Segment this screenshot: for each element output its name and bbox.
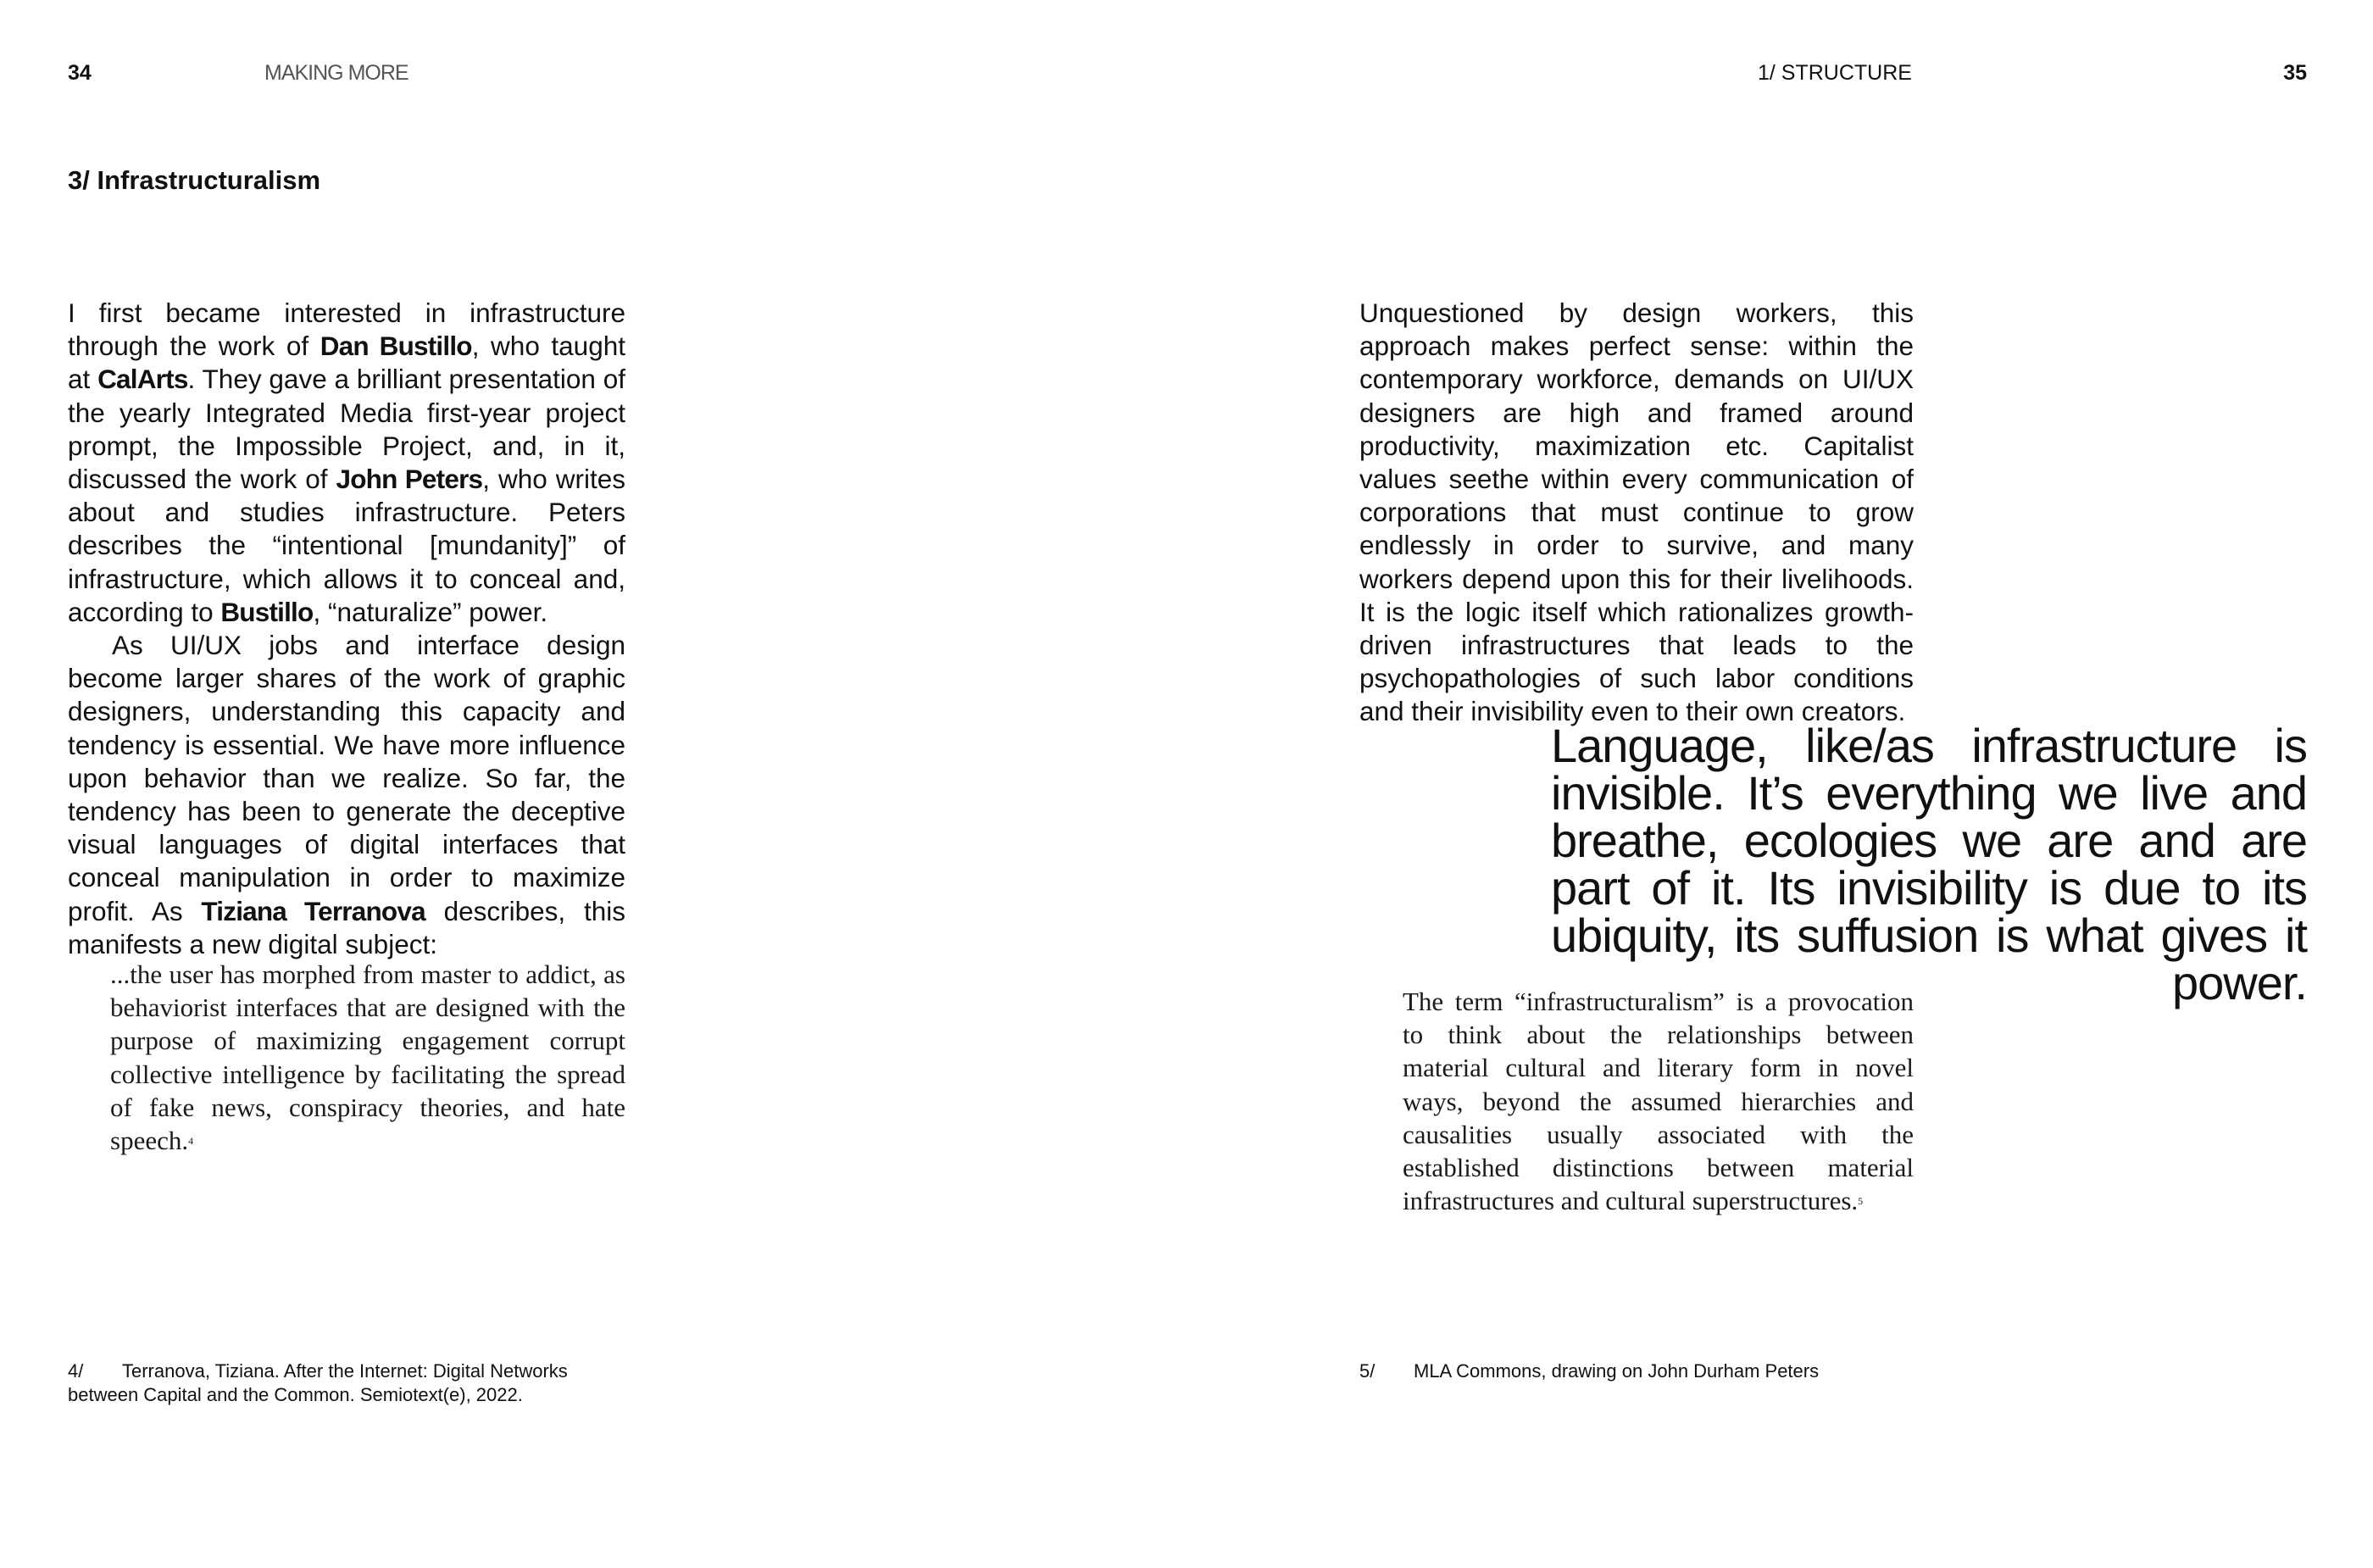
text-run: . They gave a brilliant presentation of the yearly Integrated Media first-year project prompt, the Impossible Project, and, in it, discussed the work of (68, 364, 625, 495)
person-name: Tiziana Terranova (201, 895, 425, 926)
text-run: , who writes about and studies infrastructure. Peters describes the “intentional [mundanity]” of infrastructure, which allows it to conceal and, according to (68, 464, 625, 627)
footnote-text: MLA Commons, drawing on John Durham Peters (1414, 1360, 1820, 1382)
footnote-ref: 4 (188, 1135, 194, 1148)
running-head-right: 1/ STRUCTURE (1758, 61, 1912, 85)
paragraph-1 (68, 297, 625, 629)
page-number-left: 34 (68, 61, 92, 85)
right-body-text (1359, 297, 1914, 729)
institution-name: CalArts (97, 364, 188, 395)
paragraph-3: Unquestioned by design workers, this approach makes perfect sense: within the contemporary workforce, demands on UI/UX designers are high and framed around productivity, maximization etc. Capitalist values seethe within every communication of corporations that must continue to grow endlessly in order to survive, and many workers depend upon this for their livelihoods. It is the logic itself which rationalizes growth-driven infrastructures that leads to the psychopathologies of such labor conditions and their invisibility even to their own creators. (1359, 297, 1914, 727)
paragraph-2 (68, 629, 625, 961)
footnote-text-continued: between Capital and the Common. Semiotext(e), 2022. (68, 1384, 523, 1405)
text-run: I first became interested in infrastructure through the work of (68, 297, 625, 362)
pull-quote: Language, like/as infrastructure is invisible. It’s everything we live and breathe, ecologies we are and are part of it. Its invisibility is due to its ubiquity, its suffusion is what gives it power. (1551, 719, 2307, 1009)
footnote-text: Terranova, Tiziana. After the Internet: Digital Networks (122, 1360, 568, 1382)
footnote-4 (68, 1359, 661, 1407)
person-name: Dan Bustillo (320, 331, 472, 362)
person-name: Bustillo (220, 596, 314, 627)
footnote-5 (1359, 1359, 1953, 1383)
right-block-quote (1403, 985, 1914, 1218)
footnote-number: 5/ (1359, 1360, 1375, 1382)
left-body-text (68, 297, 625, 961)
text-run: As UI/UX jobs and interface design become larger shares of the work of graphic designers, understanding this capacity and tendency is essential. We have more influence upon behavior than we realize. So far, the tendency has been to generate the deceptive visual languages of digital interfaces that conceal manipulation in order to maximize profit. As (68, 630, 625, 926)
running-head-left: MAKING MORE (264, 61, 408, 85)
text-run: , who taught at (68, 331, 625, 395)
quote-text: ...the user has morphed from master to addict, as behaviorist interfaces that are designed with the purpose of maximizing engagement corrupt collective intelligence by facilitating the spread of fake news, conspiracy theories, and hate speech. (110, 959, 625, 1156)
footnote-number: 4/ (68, 1360, 84, 1382)
text-run: , “naturalize” power. (313, 596, 548, 627)
person-name: John Peters (336, 464, 483, 495)
text-run: describes, this manifests a new digital subject: (68, 895, 625, 959)
quote-text: The term “infrastructuralism” is a provocation to think about the relationships between material cultural and literary form in novel ways, beyond the assumed hierarchies and causalities usually associated with the established distinctions between material infrastructures and cultural superstructures. (1403, 987, 1914, 1216)
section-heading: 3/ Infrastructuralism (68, 165, 321, 195)
page-number-right: 35 (2283, 61, 2307, 85)
footnote-ref: 5 (1858, 1195, 1864, 1208)
left-block-quote (110, 958, 625, 1158)
